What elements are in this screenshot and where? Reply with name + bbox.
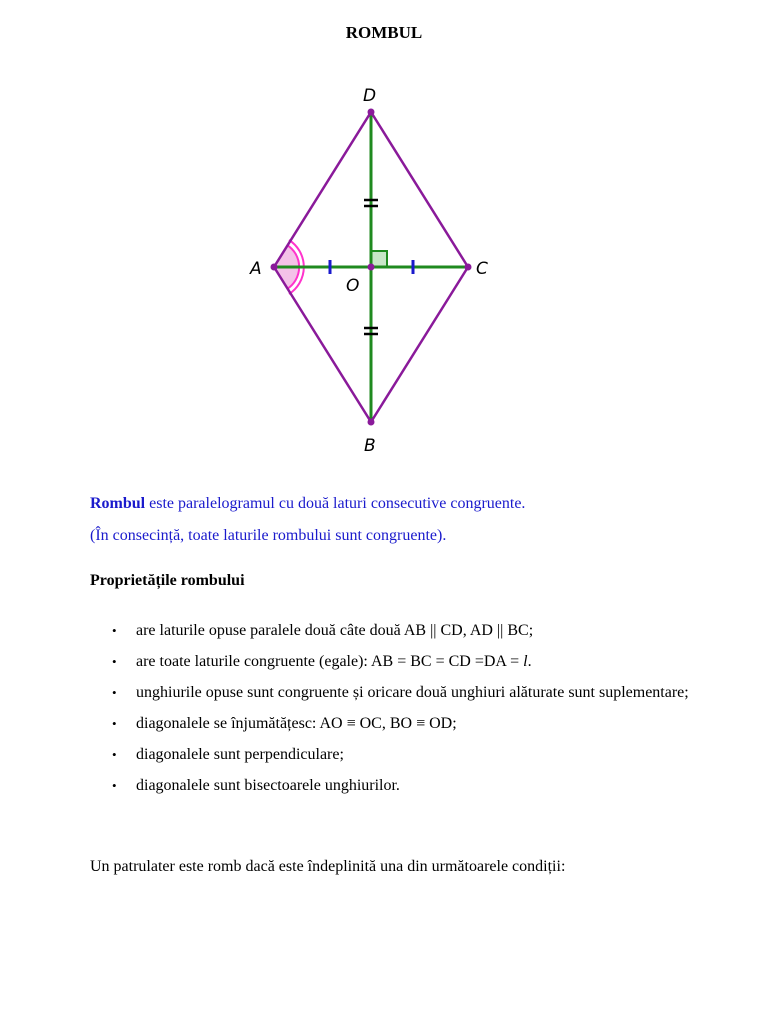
list-item: • diagonalele sunt perpendiculare; — [90, 739, 690, 770]
closing-sentence: Un patrulater este romb dacă este îndeplinită una din următoarele condiții: — [90, 858, 566, 875]
definition-note: (În consecință, toate laturile rombului sunt congruente). — [90, 527, 447, 544]
label-d: D — [363, 86, 377, 106]
vertex-a — [271, 264, 278, 271]
definition-term: Rombul — [90, 495, 146, 512]
label-c: C — [476, 259, 488, 279]
vertex-b — [368, 419, 375, 426]
page-title: ROMBUL — [345, 23, 423, 42]
list-item: • unghiurile opuse sunt congruente și oricare două unghiuri alăturate sunt suplementare; — [90, 677, 690, 708]
list-item: • diagonalele sunt bisectoarele unghiurilor. — [90, 770, 690, 801]
list-item: • are toate laturile congruente (egale): AB = BC = CD =DA = l. — [90, 646, 690, 677]
vertex-c — [465, 264, 472, 271]
properties-list — [90, 615, 690, 801]
label-b: B — [364, 436, 376, 456]
rhombus-figure — [230, 78, 520, 468]
center-o — [368, 264, 375, 271]
rhombus-diagram — [230, 78, 520, 468]
list-item: • diagonalele se înjumătățesc: AO ≡ OC, BO ≡ OD; — [90, 708, 690, 739]
properties-heading: Proprietățile rombului — [90, 572, 245, 589]
definition-line — [90, 488, 730, 520]
label-a: A — [250, 259, 262, 279]
definition-block — [90, 488, 730, 552]
label-o: O — [346, 276, 360, 296]
side-length-symbol: l — [523, 653, 528, 670]
list-item: • are laturile opuse paralele două câte două AB || CD, AD || BC; — [90, 615, 690, 646]
vertex-d — [368, 109, 375, 116]
definition-text: este paralelogramul cu două laturi consecutive congruente. — [145, 495, 526, 512]
